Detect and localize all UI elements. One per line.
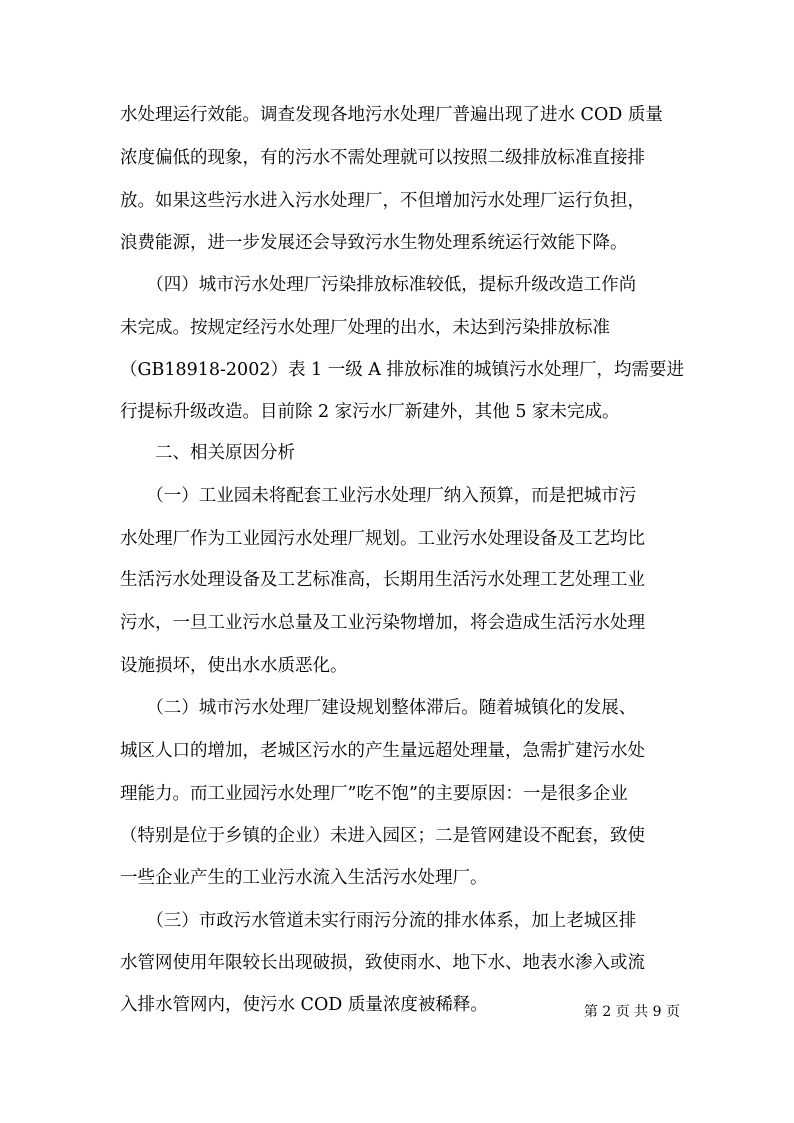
text-line: 水处理运行效能。调查发现各地污水处理厂普遍出现了进水 COD 质量 bbox=[120, 105, 663, 125]
text-line: （一）工业园未将配套工业污水处理厂纳入预算，而是把城市污 bbox=[120, 486, 637, 506]
text-line: 水管网使用年限较长出现破损，致使雨水、地下水、地表水渗入或流 bbox=[120, 953, 645, 973]
text-line: 入排水管网内，使污水 COD 质量浓度被稀释。 bbox=[120, 995, 488, 1015]
text-line: （二）城市污水处理厂建设规划整体滞后。随着城镇化的发展、 bbox=[120, 698, 637, 718]
text-line: 城区人口的增加，老城区污水的产生量远超处理量，急需扩建污水处 bbox=[120, 741, 645, 761]
text-line: 浪费能源，进一步发展还会导致污水生物处理系统运行效能下降。 bbox=[120, 233, 628, 253]
page-number-footer: 第 2 页 共 9 页 bbox=[583, 1004, 680, 1020]
text-line: （特别是位于乡镇的企业）未进入园区；二是管网建设不配套，致使 bbox=[120, 826, 645, 846]
text-line: 浓度偏低的现象，有的污水不需处理就可以按照二级排放标准直接排 bbox=[120, 148, 645, 168]
text-line: 放。如果这些污水进入污水处理厂，不但增加污水处理厂运行负担， bbox=[120, 191, 645, 211]
text-line: 行提标升级改造。目前除 2 家污水厂新建外，其他 5 家未完成。 bbox=[120, 402, 620, 422]
text-line: 设施损坏，使出水水质恶化。 bbox=[120, 656, 348, 676]
text-line: 未完成。按规定经污水处理厂处理的出水，未达到污染排放标准 bbox=[120, 318, 610, 338]
text-line: 水处理厂作为工业园污水处理厂规划。工业污水处理设备及工艺均比 bbox=[120, 529, 645, 549]
text-line: （三）市政污水管道未实行雨污分流的排水体系，加上老城区排 bbox=[120, 911, 637, 931]
text-line: （GB18918-2002）表 1 一级 A 排放标准的城镇污水处理厂，均需要进 bbox=[120, 360, 684, 380]
text-line: 污水，一旦工业污水总量及工业污染物增加，将会造成生活污水处理 bbox=[120, 613, 645, 633]
text-line: （四）城市污水处理厂污染排放标准较低，提标升级改造工作尚 bbox=[120, 275, 637, 295]
text-line: 一些企业产生的工业污水流入生活污水处理厂。 bbox=[120, 868, 488, 888]
section-heading: 二、相关原因分析 bbox=[120, 443, 295, 463]
text-line: 生活污水处理设备及工艺标准高，长期用生活污水处理工艺处理工业 bbox=[120, 570, 645, 590]
text-line: 理能力。而工业园污水处理厂”吃不饱”的主要原因：一是很多企业 bbox=[120, 784, 628, 804]
